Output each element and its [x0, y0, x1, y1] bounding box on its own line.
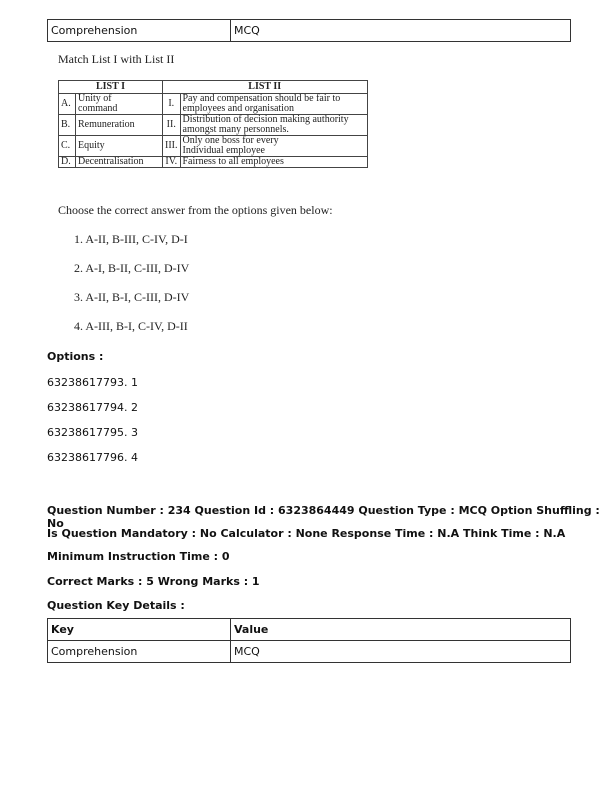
table-row — [48, 20, 571, 42]
value-cell: MCQ — [231, 20, 571, 42]
list2-line: Pay and compensation should be fair to — [182, 93, 341, 104]
choose-prompt: Choose the correct answer from the options given below: — [58, 203, 333, 217]
row-letter: B. — [59, 115, 76, 136]
row-number: III. — [163, 136, 181, 157]
list-header-row — [59, 81, 368, 94]
marks-line: Correct Marks : 5 Wrong Marks : 1 — [47, 575, 260, 588]
options-label: Options : — [47, 350, 104, 363]
table-row — [59, 94, 368, 115]
option-item: 63238617796. 4 — [47, 451, 138, 464]
question-meta-line: Minimum Instruction Time : 0 — [47, 550, 230, 563]
value-cell: MCQ — [231, 641, 571, 663]
match-list-table — [58, 80, 368, 168]
list2-line: Distribution of decision making authority — [182, 114, 349, 125]
question-title: Match List I with List II — [58, 52, 175, 66]
list2-cell — [180, 136, 367, 157]
table-row — [48, 641, 571, 663]
list2-cell: Fairness to all employees — [180, 157, 367, 168]
list2-line: employees and organisation — [182, 103, 294, 114]
row-number: II. — [163, 115, 181, 136]
key-details-table — [47, 618, 571, 663]
list2-line: amongst many personnels. — [182, 124, 289, 135]
table-row — [59, 157, 368, 168]
row-number: I. — [163, 94, 181, 115]
list1-line: Unity of — [78, 93, 112, 104]
row-letter: A. — [59, 94, 76, 115]
list2-cell — [180, 115, 367, 136]
answer-choice: 3. A-II, B-I, C-III, D-IV — [74, 290, 190, 304]
row-number: IV. — [163, 157, 181, 168]
list2-line: Individual employee — [182, 145, 265, 156]
list1-cell: Remuneration — [76, 115, 163, 136]
table-header-row — [48, 619, 571, 641]
key-details-label: Question Key Details : — [47, 599, 185, 612]
row-letter: C. — [59, 136, 76, 157]
list2-line: Only one boss for every — [182, 135, 279, 146]
option-item: 63238617793. 1 — [47, 376, 138, 389]
answer-choice: 1. A-II, B-III, C-IV, D-I — [74, 232, 188, 246]
table-row — [59, 136, 368, 157]
list1-cell: Decentralisation — [76, 157, 163, 168]
row-letter: D. — [59, 157, 76, 168]
header-key: Key — [48, 619, 231, 641]
list1-cell: Equity — [76, 136, 163, 157]
header-value: Value — [231, 619, 571, 641]
question-meta-line: Question Number : 234 Question Id : 6323864449 Question Type : MCQ Option Shuffling : No — [47, 504, 600, 530]
list1-cell — [76, 94, 163, 115]
answer-choice: 4. A-III, B-I, C-IV, D-II — [74, 319, 188, 333]
option-item: 63238617794. 2 — [47, 401, 138, 414]
list1-header: LIST I — [59, 81, 163, 94]
type-table — [47, 19, 571, 42]
key-cell: Comprehension — [48, 641, 231, 663]
answer-choice: 2. A-I, B-II, C-III, D-IV — [74, 261, 190, 275]
list2-header: LIST II — [163, 81, 368, 94]
list2-cell — [180, 94, 367, 115]
option-item: 63238617795. 3 — [47, 426, 138, 439]
list1-line: command — [78, 103, 118, 114]
key-cell: Comprehension — [48, 20, 231, 42]
table-row — [59, 115, 368, 136]
question-meta-line: Is Question Mandatory : No Calculator : None Response Time : N.A Think Time : N.A — [47, 527, 566, 540]
